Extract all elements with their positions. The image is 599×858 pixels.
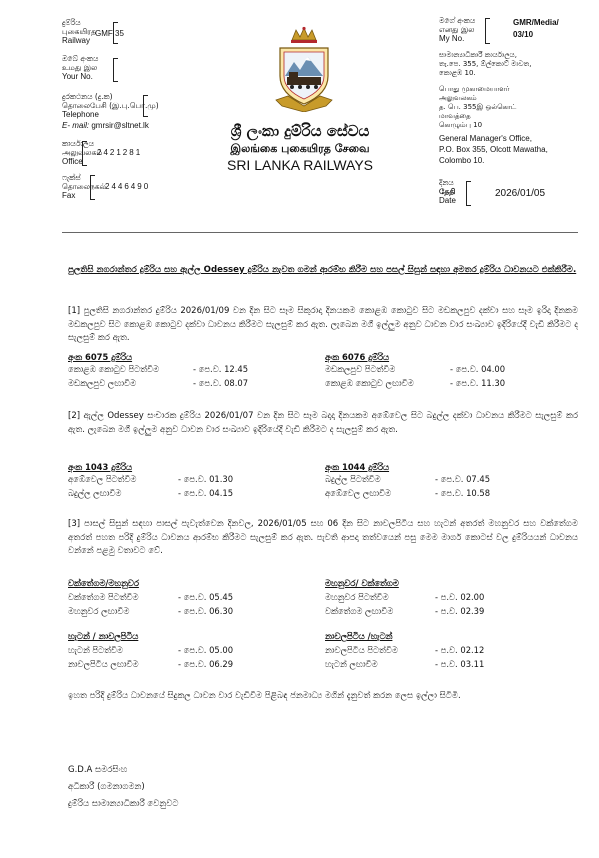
hatton-nawalapitiya-row-2: නාවලපිටිය ලඟාවීම - පෙ.ව. 06.29 xyxy=(68,659,234,669)
address-tamil: பொது முகாமையாளர் அலுவலகம் த. பெ. 355இ ஒல்கொட் மாவத்தை கொழும்பு 10 xyxy=(439,85,517,129)
closing-paragraph: ඉහත පරිදි දුම්රිය ධාවනයේ සිදුකල ධාවන වාර වැඩිවීම පිළිබඳ ජනමාධ්‍ය මගින් දැනුවත් කරන ලෙස ඉල්ලා සිටිමි. xyxy=(68,691,461,701)
signatory-title: අධිකාරී (ගමනාගමන) xyxy=(68,782,145,792)
train-1043-title: අංක 1043 දුම්රිය xyxy=(68,462,133,472)
train-6076-title: අංක 6076 දුම්රිය xyxy=(325,352,390,362)
kandy-wakthegama-row-2: වක්තේගම ලඟාවීම - ප.ව. 02.39 xyxy=(325,606,485,616)
signatory-name: G.D.A සමරසිංහ xyxy=(68,765,128,775)
subject-heading: පුලතිසි නගරාන්තර දුම්රිය සහ ඇල්ල Odessey දුම්රිය නැවත ගමන් ආරම්භ කිරීම සහ පසල් සිසුන් සඳහා අමතර දුම්රිය ධාවනයට එක්කිරීම. xyxy=(68,265,577,275)
date-label: දිනය தேதி Date xyxy=(439,178,456,205)
my-no-label: මගේ අංකය எனது இல My No. xyxy=(439,16,476,43)
title-english: SRI LANKA RAILWAYS xyxy=(226,157,373,173)
train-6076-row-2: කොළඹ කොටුව ලඟාවීම - පෙ.ව. 11.30 xyxy=(325,378,506,388)
paragraph-1: [1] පුලතිසි නගරාන්තර දුම්රිය 2026/01/09 වන දින සිට සෑම සිකුරාදා දිනයකම කොළඹ කොටුව සිට මඩකලපුව දක්වා සහ සෑම ඉරිදා දිනකම මඩකලපුව සිට කොළඹ කොටුව දක්වා ධාවනය කිරීමට සැලසුම් කර ඇත. ලැබෙන මගී ඉල්ලුම අනුව ධාවන වාර සංඛ්‍යාව ඉදිරියේදී වැඩි කිරීමට ද සැලසුම් කර ඇත. xyxy=(68,306,578,343)
fax-number: 2446490 xyxy=(105,182,151,191)
date-value: 2026/01/05 xyxy=(495,188,546,199)
address-english: General Manager's Office, P.O. Box 355, Olcott Mawatha, Colombo 10. xyxy=(439,134,548,165)
signature-block xyxy=(68,762,178,813)
paragraph-3: [3] පාසල් සිසුන් සඳහා පාසල් පැවැත්වෙන දිනවල, 2026/01/05 සහ 06 දින සිට නාවලපිටිය සහ හැටන් අතරත් මහනුවර සහ වක්තේගම අතරත් පහත පරිදි දුම්රිය ධාවනය ආරම්භ කිරීමට සැලසුම් කර ඇත. පැවති ආපදා තත්වයෙන් පසු මෙම මාර්ග කොටස් වල දුම්රියයන් ධාවනය වන්නේ පළමු වතාවට වේ. xyxy=(68,519,578,556)
bracket xyxy=(485,18,486,44)
bracket xyxy=(113,58,114,82)
train-1044-title: අංක 1044 දුම්රිය xyxy=(325,462,390,472)
hatton-nawalapitiya-row-1: හැටන් පිටත්වීම - පෙ.ව. 05.00 xyxy=(68,645,234,655)
wakthegama-kandy-row-2: මහනුවර ලඟාවීම - පෙ.ව. 06.30 xyxy=(68,606,234,616)
my-no-value: GMR/Media/ 03/10 xyxy=(513,18,559,39)
kandy-wakthegama-title: මහනුවර/ වක්තේගම xyxy=(325,578,399,588)
email-link[interactable]: gmrsir@sltnet.lk xyxy=(91,121,149,130)
nawalapitiya-hatton-row-2: හැටන් ලඟාවීම - ප.ව. 03.11 xyxy=(325,659,485,669)
railway-value: GMF 35 xyxy=(95,29,124,38)
office-phone: 2421281 xyxy=(97,148,143,157)
train-6075-title: අංක 6075 දුම්රිය xyxy=(68,352,133,362)
wakthegama-kandy-row-1: වක්තේගම පිටත්වීම - පෙ.ව. 05.45 xyxy=(68,592,234,602)
railway-emblem-logo xyxy=(272,26,336,112)
title-tamil: இலங்கை புகையிரத சேவை xyxy=(230,142,370,155)
wakthegama-kandy-title: වක්තේගම/මහනුවර xyxy=(68,578,139,588)
fax-label: ෆැක්ස් தொலைநகல் Fax xyxy=(62,173,106,200)
nawalapitiya-hatton-title: නාවලපිටිය /හැටන් xyxy=(325,631,393,641)
train-1044-row-2: අඹේවෙල ලඟාවීම - පෙ.ව. 10.58 xyxy=(325,488,491,498)
train-1043-row-2: බදුල්ල ලඟාවීම - පෙ.ව. 04.15 xyxy=(68,488,234,498)
header-divider xyxy=(62,232,578,233)
signatory-on-behalf: දුම්රිය සාමාන්‍යාධිකාරී වෙනුවට xyxy=(68,799,179,809)
train-6075-row-1: කොළඹ කොටුව පිටත්වීම - පෙ.ව. 12.45 xyxy=(68,364,249,374)
hatton-nawalapitiya-title: හැටන් / නාවලපිටිය xyxy=(68,631,139,641)
email-line: E- mail: gmrsir@sltnet.lk xyxy=(62,121,149,130)
train-6076-row-1: මඩකලපුව පිටත්වීම - පෙ.ව. 04.00 xyxy=(325,364,506,374)
your-no-label: ඔබේ අංකය உமது இல Your No. xyxy=(62,54,99,81)
railway-label: දුම්රිය புகையிரத Railway xyxy=(62,18,96,45)
bracket xyxy=(466,181,467,206)
kandy-wakthegama-row-1: මහනුවර පිටත්වීම - ප.ව. 02.00 xyxy=(325,592,485,602)
address-sinhala: සාමාන්‍යාධිකාරී කාර්යාලය, තැ.පෙ. 355, ඕල්කොට් මාවත, කොළඹ 10. xyxy=(439,51,532,77)
telephone-label: දුරකථනය (දු.ක) தொலைபேசி (இ.பு.பொ.மு) Telephone xyxy=(62,92,159,119)
organization-title xyxy=(150,122,450,174)
office-label: කාර්යාලය அலுவலகம் Office xyxy=(62,139,103,166)
nawalapitiya-hatton-row-1: නාවලපිටිය පිටත්වීම - ප.ව. 02.12 xyxy=(325,645,485,655)
train-1044-row-1: බදුල්ල පිටත්වීම - පෙ.ව. 07.45 xyxy=(325,474,491,484)
bracket xyxy=(143,95,144,117)
train-1043-row-1: අඹේවෙල පිටත්වීම - පෙ.ව. 01.30 xyxy=(68,474,234,484)
paragraph-2: [2] ඇල්ල Odessey සංචාරක දුම්රිය 2026/01/07 වන දින සිට සෑම බදාදා දිනයකම අඹේවෙල සිට බදුල්ල දක්වා ධාවනය කිරීමට සැලසුම් කර ඇත. ලැබෙන මගී ඉල්ලුම අනුව ධාවන වාර සංඛ්‍යාව ඉදිරියේදී වැඩි කිරීමට ද සැලසුම් කර ඇත. xyxy=(68,411,578,435)
train-6075-row-2: මඩකලපුව ලඟාවීම - පෙ.ව. 08.07 xyxy=(68,378,249,388)
bracket xyxy=(82,141,83,166)
title-sinhala: ශ්‍රී ලංකා දුම්රිය සේවය xyxy=(230,122,370,140)
bracket xyxy=(90,175,91,200)
